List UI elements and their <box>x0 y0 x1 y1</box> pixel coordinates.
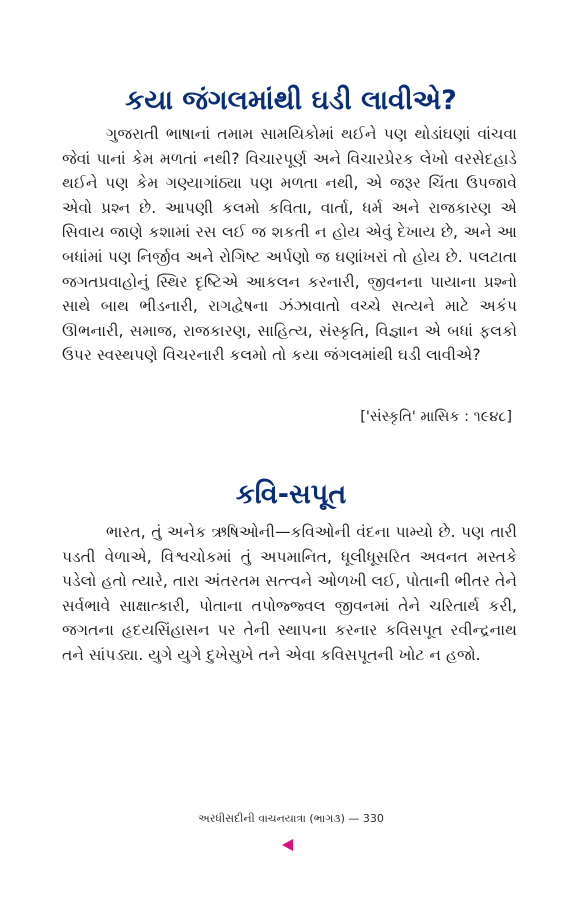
previous-page-arrow-icon[interactable] <box>282 839 293 851</box>
page-footer: અરધીસદીની વાચનયાત્રા (ભાગ૩) — 330 <box>198 812 384 825</box>
article-title-forest: કયા જંગલમાંથી ઘડી લાવીએ? <box>125 85 457 116</box>
article-body-poet-son: ભારત, તું અનેક ઋષિઓની—કવિઓની વંદના પામ્યો છે. પણ તારી પડતી વેળાએ, વિશ્વચોકમાં તું અપમાનિત, ધૂલીધૂસરિત અવનત મસ્તકે પડેલો હતો ત્યારે, તારા અંતરતમ સત્ત્વને ઓળખી લઈ, પોતાની ભીતર તેને સર્વભાવે સાક્ષાત્કારી, પોતાના તપોજ્જ્વલ જીવનમાં તેને ચરિતાર્થ કરી, જગતના હૃદયસિંહાસન પર તેની સ્થાપના કરનાર કવિસપૂત રવીન્દ્રનાથ તને સાંપડ્યા. યુગે યુગે દુખેસુખે તને એવા કવિસપૂતની ખોટ ન હજો. <box>62 523 517 664</box>
article-title-poet-son: કવિ-સપૂત <box>235 479 347 510</box>
article-body-forest: ગુજરાતી ભાષાનાં તમામ સામયિકોમાં થઈને પણ થોડાંઘણાં વાંચવા જેવાં પાનાં કેમ મળતાં નથી? વિચારપૂર્ણ અને વિચારપ્રેરક લેખો વરસેદહાડે થઈને પણ કેમ ગણ્યાગાંઠ્યા પણ મળતા નથી, એ જરૂર ચિંતા ઉપજાવે એવો પ્રશ્ન છે. આપણી કલમો કવિતા, વાર્તા, ધર્મ અને રાજકારણ એ સિવાય જાણે કશામાં રસ લઈ જ શકતી ન હોય એવું દેખાય છે, અને આ બધાંમાં પણ નિર્જીવ અને રોગિષ્ટ અર્પણો જ ઘણાંખરાં તો હોય છે. પલટાતા જગતપ્રવાહોનું સ્થિર દૃષ્ટિએ આકલન કરનારી, જીવનના પાયાના પ્રશ્નો સાથે બાથ ભીડનારી, રાગદ્વેષના ઝંઝાવાતો વચ્ચે સત્યને માટે અકંપ ઊભનારી, સમાજ, રાજકારણ, સાહિત્ય, સંસ્કૃતિ, વિજ્ઞાન એ બધાં ફલકો ઉપર સ્વસ્થપણે વિચરનારી કલમો તો કયા જંગલમાંથી ઘડી લાવીએ? <box>62 125 517 365</box>
article-citation: ['સંસ્કૃતિ' માસિક : ૧૯૪૮] <box>360 409 512 425</box>
